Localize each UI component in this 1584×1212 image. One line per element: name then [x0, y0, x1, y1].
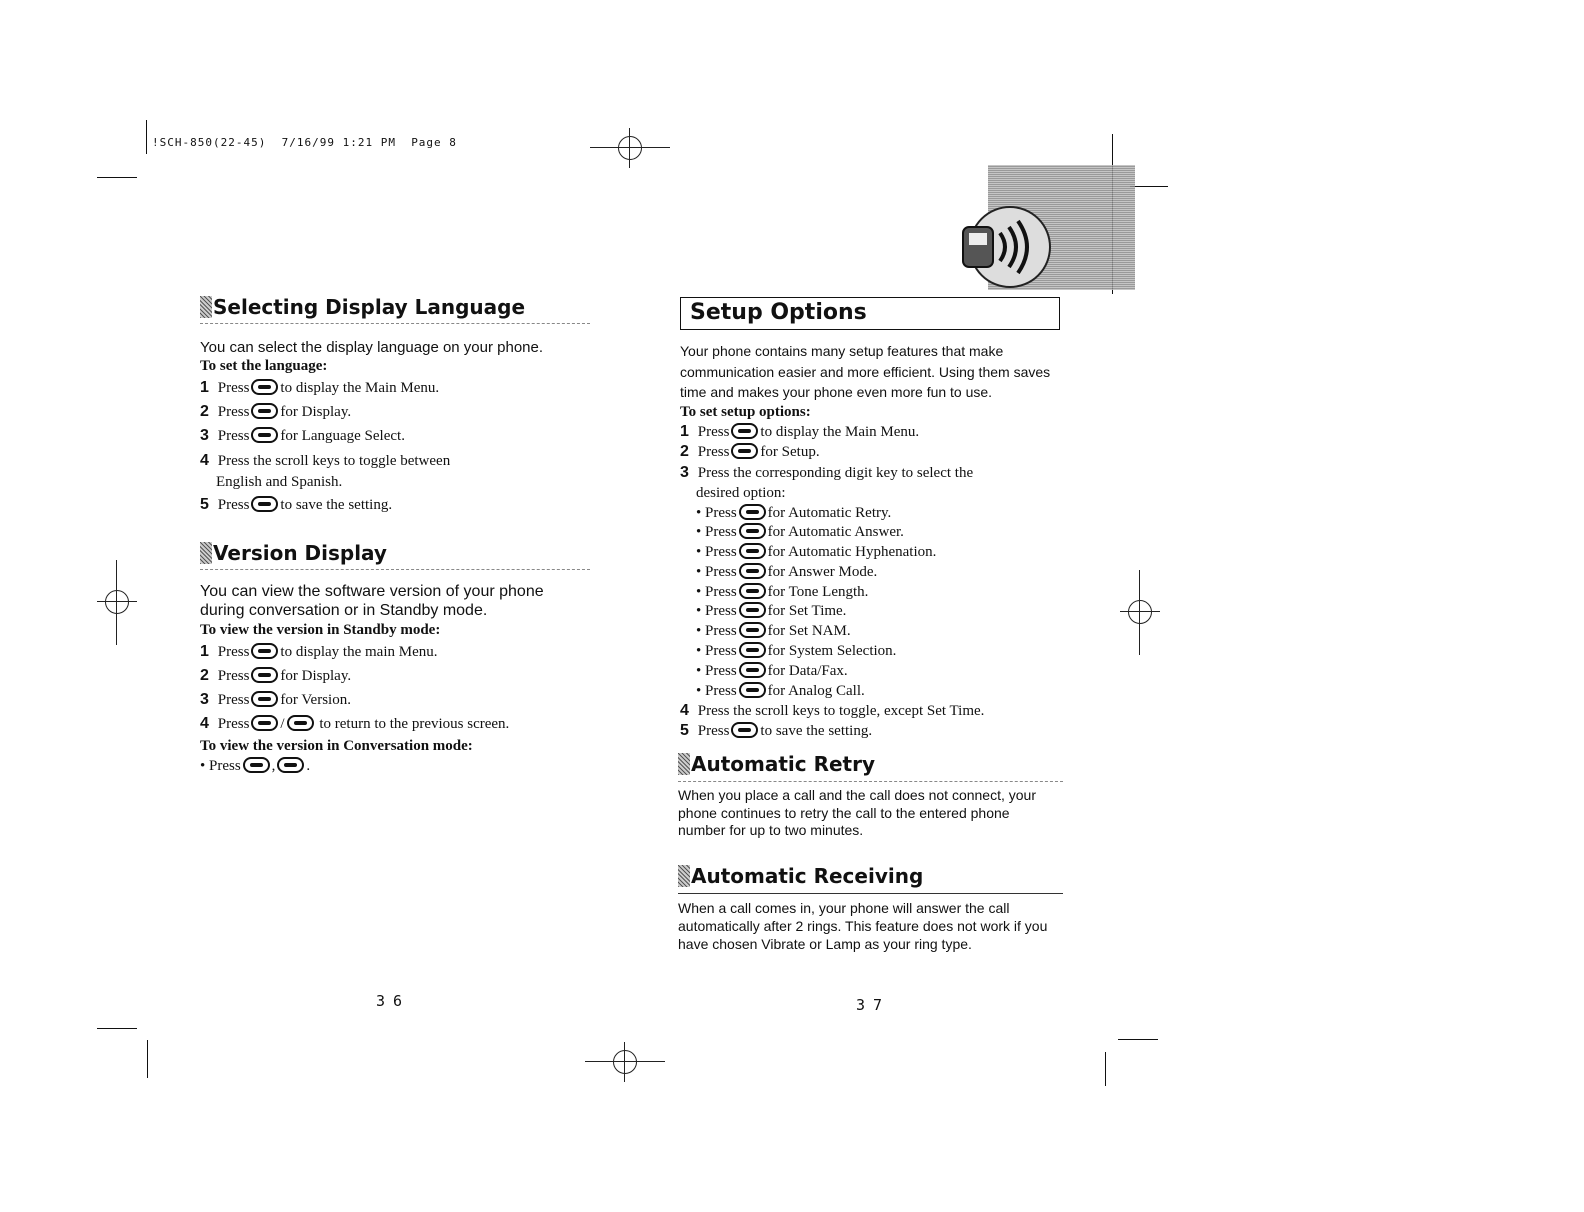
list-item: • Press for Analog Call. [696, 682, 865, 699]
phone-key-icon [739, 583, 766, 599]
list-item: 1 Press to display the main Menu. [200, 643, 438, 660]
crop-mark [1130, 186, 1168, 187]
setup-title-box [680, 297, 1060, 330]
list-item: • Press , . [200, 758, 311, 774]
list-item: 1 Press to display the Main Menu. [680, 422, 920, 440]
phone-key-icon [739, 523, 766, 539]
section-title: Automatic Receiving [678, 864, 1063, 894]
list-item: • Press for Set Time. [696, 603, 847, 620]
phone-key-icon [251, 667, 278, 683]
phone-key-icon [731, 443, 758, 459]
phone-key-icon [731, 423, 758, 439]
phone-ringing-icon [955, 205, 1065, 290]
section-automatic-receiving [678, 864, 1063, 953]
steps-list [200, 376, 590, 517]
list-item: 5 Press to save the setting. [200, 496, 393, 513]
list-item: 2 Press for Display. [200, 403, 352, 420]
phone-key-icon [739, 642, 766, 658]
list-item: • Press for Data/Fax. [696, 662, 848, 679]
list-item: 2 Press for Display. [200, 667, 352, 684]
phone-key-icon [277, 757, 304, 773]
registration-mark [1120, 570, 1160, 655]
list-item: • Press for Automatic Answer. [696, 524, 904, 541]
phone-key-icon [251, 691, 278, 707]
phone-key-icon [251, 379, 278, 395]
phone-key-icon [251, 496, 278, 512]
list-item: 1 Press to display the Main Menu. [200, 379, 440, 396]
phone-key-icon [739, 504, 766, 520]
list-item: 5 Press to save the setting. [680, 722, 873, 740]
list-item: • Press for Automatic Retry. [696, 504, 892, 521]
steps-list [200, 640, 590, 736]
options-list [680, 504, 1070, 702]
list-item: • Press for Automatic Hyphenation. [696, 544, 937, 561]
list-item: 3 Press for Language Select. [200, 427, 405, 444]
section-selecting-display-language [200, 295, 590, 517]
list-item: 3 Press for Version. [200, 691, 351, 708]
phone-key-icon [739, 662, 766, 678]
body-text: When a call comes in, your phone will answer the call automatically after 2 rings. This feature does not work if you have chosen Vibrate or Lamp as your ring type. [678, 900, 1048, 952]
section-title: Selecting Display Language [200, 295, 590, 324]
phone-key-icon [739, 602, 766, 618]
section-version-display [200, 541, 590, 777]
crop-mark [97, 1028, 137, 1029]
list-item: • Press for Set NAM. [696, 623, 851, 640]
crop-mark [147, 1040, 148, 1078]
phone-key-icon [251, 643, 278, 659]
list-item: • Press for Tone Length. [696, 583, 869, 600]
section-setup-options [680, 297, 1070, 741]
section-title: Setup Options [690, 300, 867, 325]
phone-key-icon [739, 682, 766, 698]
subhead: To view the version in Standby mode: [200, 622, 441, 638]
phone-key-icon [243, 757, 270, 773]
ornament-icon [678, 865, 690, 887]
list-item: 4 Press the scroll keys to toggle between English and Spanish. [200, 452, 451, 490]
phone-key-icon [251, 427, 278, 443]
crop-mark [1105, 1052, 1106, 1086]
crop-mark [97, 177, 137, 178]
phone-key-icon [251, 403, 278, 419]
print-slug-text: !SCH-850(22-45) 7/16/99 1:21 PM Page 8 [152, 136, 457, 149]
phone-key-icon [731, 722, 758, 738]
subhead: To view the version in Conversation mode: [200, 738, 473, 754]
list-item: • Press for System Selection. [696, 643, 897, 660]
list-item: 4 Press / to return to the previous screen. [200, 715, 510, 732]
section-title: Version Display [200, 541, 590, 570]
list-item: • Press for Answer Mode. [696, 563, 878, 580]
chapter-badge [955, 165, 1135, 290]
ornament-icon [200, 296, 212, 318]
section-title: Automatic Retry [678, 752, 1063, 782]
ornament-icon [200, 542, 212, 564]
page-number-left: 36 [376, 992, 411, 1010]
registration-mark [590, 128, 670, 168]
subhead: To set setup options: [680, 403, 811, 420]
intro-text: Your phone contains many setup features that make communication easier and more efficient. Using them saves time and makes your phone even more fun to use. [680, 343, 1051, 400]
page-number-right: 37 [856, 996, 891, 1014]
list-item: 4 Press the scroll keys to toggle, except Set Time. [680, 702, 985, 720]
crop-mark [1118, 1039, 1158, 1040]
registration-mark [97, 560, 137, 645]
intro-text: You can select the display language on your phone. [200, 339, 544, 356]
phone-key-icon [251, 715, 278, 731]
intro-text: You can view the software version of your phone during conversation or in Standby mode. [200, 583, 544, 619]
registration-mark [585, 1042, 665, 1082]
print-slug [146, 120, 147, 154]
body-text: When you place a call and the call does not connect, your phone continues to retry the call to the entered phone number for up to two minutes. [678, 787, 1036, 838]
section-automatic-retry [678, 752, 1063, 840]
phone-key-icon [287, 715, 314, 731]
phone-key-icon [739, 543, 766, 559]
list-item: 2 Press for Setup. [680, 443, 820, 460]
steps-list [680, 701, 1070, 741]
phone-key-icon [739, 622, 766, 638]
subhead: To set the language: [200, 358, 328, 374]
ornament-icon [678, 753, 690, 775]
phone-key-icon [739, 563, 766, 579]
steps-list [680, 422, 1070, 504]
list-item: 3 Press the corresponding digit key to select the desired option: [680, 463, 974, 501]
